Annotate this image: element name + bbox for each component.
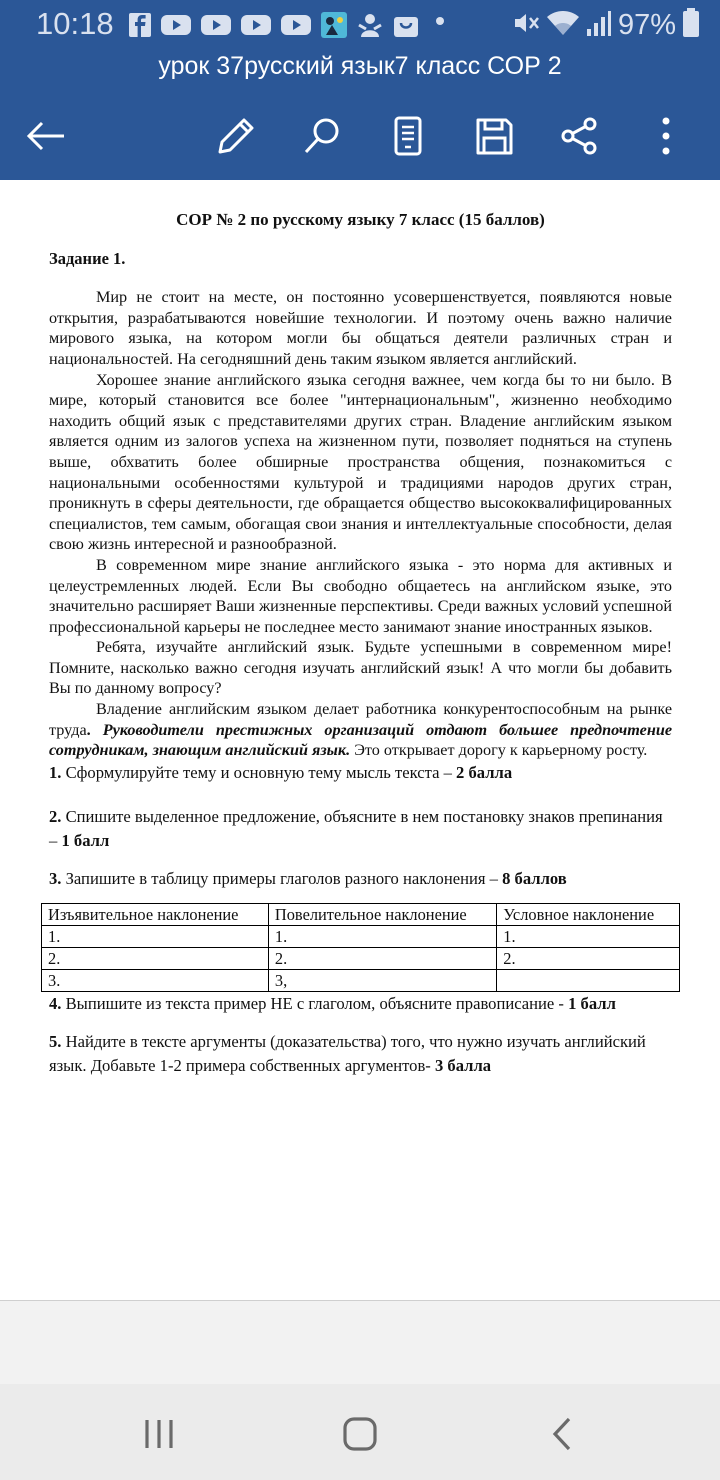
paragraph-start: Владение английским языком делает работника конкурентоспособным на рынке труда (49, 700, 672, 739)
table-cell: 1. (42, 925, 269, 947)
document-heading: СОР № 2 по русскому языку 7 класс (15 баллов) (176, 210, 545, 229)
battery-percent: 97% (617, 8, 676, 41)
share-button[interactable] (555, 112, 603, 160)
document-body (49, 206, 672, 1078)
verb-mood-table (41, 903, 680, 992)
table-header-row (42, 903, 680, 925)
home-icon (342, 1416, 378, 1452)
paragraph: Мир не стоит на месте, он постоянно усовершенствуется, появляются новые открытия, разрабатываются новейшие технологии. И поэтому очень важно наличие мирового языка, на котором могли бы общаться деятели различных стран и национальностей. На сегодняшний день таким языком является английский. (49, 288, 672, 368)
table-cell (497, 969, 680, 991)
youtube-icon (200, 14, 232, 36)
question-1 (49, 761, 672, 785)
table-row (42, 947, 680, 969)
paragraph: Хорошее знание английского языка сегодня важнее, чем когда бы то ни было. В мире, который становится все более "интернациональным", жизненно необходимо находить общий язык с представителями других стран. Владение английским языком является одним из залогов успеха на жизненном пути, позволяет подняться на ступень выше, обхватить более обширные пространства общения, познакомиться с национальными особенностями культурой и традициями народов других стран, проникнуть в сферы деятельности, где обращается общество высококвалифицированных специалистов, тем самым, обогащая свои знания и интеллектуальные способности, делая свою жизнь интересной и разнообразной. (49, 370, 672, 554)
recent-apps-icon (142, 1417, 176, 1451)
table-cell: 1. (497, 925, 680, 947)
app-header (0, 0, 720, 180)
youtube-icon (240, 14, 272, 36)
document-title: урок 37русский язык7 класс СОР 2 (158, 52, 562, 80)
search-icon (302, 116, 342, 156)
question-5 (49, 1030, 672, 1078)
status-time: 10:18 (36, 6, 114, 41)
mute-icon (512, 9, 540, 42)
back-arrow-icon (26, 120, 66, 152)
bold-dot: . (86, 720, 91, 739)
signal-icon (586, 9, 612, 42)
question-number: 3. (49, 868, 62, 888)
question-3 (49, 867, 672, 891)
question-points: 2 балла (456, 762, 513, 782)
question-number: 4. (49, 993, 62, 1013)
save-button[interactable] (470, 112, 518, 160)
table-header-cell: Изъявительное наклонение (42, 903, 269, 925)
edit-button[interactable] (212, 112, 260, 160)
youtube-icon (160, 14, 192, 36)
question-4 (49, 992, 672, 1016)
search-button[interactable] (298, 112, 346, 160)
facebook-icon (128, 12, 152, 38)
question-number: 2. (49, 806, 62, 826)
paragraph-end: Это открывает дорогу к карьерному росту. (354, 741, 648, 760)
table-row (42, 969, 680, 991)
table-header-cell: Условное наклонение (497, 903, 680, 925)
question-text: Сформулируйте тему и основную тему мысль текста – (61, 762, 457, 782)
table-cell: 2. (497, 947, 680, 969)
table-cell: 2. (42, 947, 269, 969)
wifi-icon (546, 9, 580, 42)
status-right (512, 8, 700, 42)
youtube-icon (280, 14, 312, 36)
more-notifications-dot (436, 17, 444, 25)
share-icon (559, 116, 599, 156)
status-bar (0, 0, 720, 50)
battery-icon (682, 8, 700, 43)
game-app-icon (356, 11, 384, 39)
save-icon (474, 116, 514, 156)
question-points: 1 балл (61, 830, 110, 850)
table-row (42, 925, 680, 947)
question-text: Запишите в таблицу примеры глаголов разного наклонения – (61, 868, 503, 888)
question-text: Найдите в тексте аргументы (доказательства) того, что нужно изучать английский язык. Добавьте 1-2 примера собственных аргументов- (49, 1031, 646, 1075)
table-cell: 3, (268, 969, 496, 991)
paragraph-emphasis (49, 699, 672, 761)
question-text: Спишите выделенное предложение, объясните в нем постановку знаков препинания – (49, 806, 663, 850)
paragraph: Ребята, изучайте английский язык. Будьте успешными в современном мире! Помните, насколько важно сегодня изучать английский язык! А что могли бы добавить Вы по данному вопросу? (49, 638, 672, 698)
reading-mode-icon (393, 116, 423, 156)
paragraph: В современном мире знание английского языка - это норма для активных и целеустремленных людей. Если Вы свободно общаетесь на английском языке, это значительно расширяет Ваши жизненные перспективы. Среди важных условий успешной профессиональной карьеры не последнее место занимают знание иностранных языков. (49, 555, 672, 636)
back-arrow-button[interactable] (22, 112, 70, 160)
table-cell: 1. (268, 925, 496, 947)
game-app-icon (320, 11, 348, 39)
system-nav-bar (0, 1384, 720, 1480)
question-points: 1 балл (568, 993, 616, 1013)
question-2 (49, 805, 672, 853)
pencil-icon (216, 116, 256, 156)
question-number: 1. (49, 762, 62, 782)
document-page[interactable] (0, 180, 720, 1301)
toolbar (0, 104, 720, 164)
task-label: Задание 1. (49, 248, 126, 268)
question-text: Выпишите из текста пример НЕ с глаголом, объясните правописание - (61, 993, 569, 1013)
more-options-icon (660, 116, 672, 156)
shopping-bag-icon (392, 11, 420, 39)
more-options-button[interactable] (642, 112, 690, 160)
home-button[interactable] (338, 1412, 382, 1456)
back-icon (549, 1416, 575, 1452)
question-points: 3 балла (434, 1055, 492, 1075)
table-cell: 3. (42, 969, 269, 991)
recent-apps-button[interactable] (137, 1412, 181, 1456)
table-header-cell: Повелительное наклонение (268, 903, 496, 925)
notification-icons (128, 10, 420, 40)
reading-mode-button[interactable] (384, 112, 432, 160)
table-cell: 2. (268, 947, 496, 969)
highlighted-sentence: Руководители престижных организаций отдают большее предпочтение сотрудникам, знающим английский язык. (49, 720, 673, 760)
question-number: 5. (49, 1031, 62, 1051)
back-nav-button[interactable] (540, 1412, 584, 1456)
question-points: 8 баллов (502, 868, 567, 888)
